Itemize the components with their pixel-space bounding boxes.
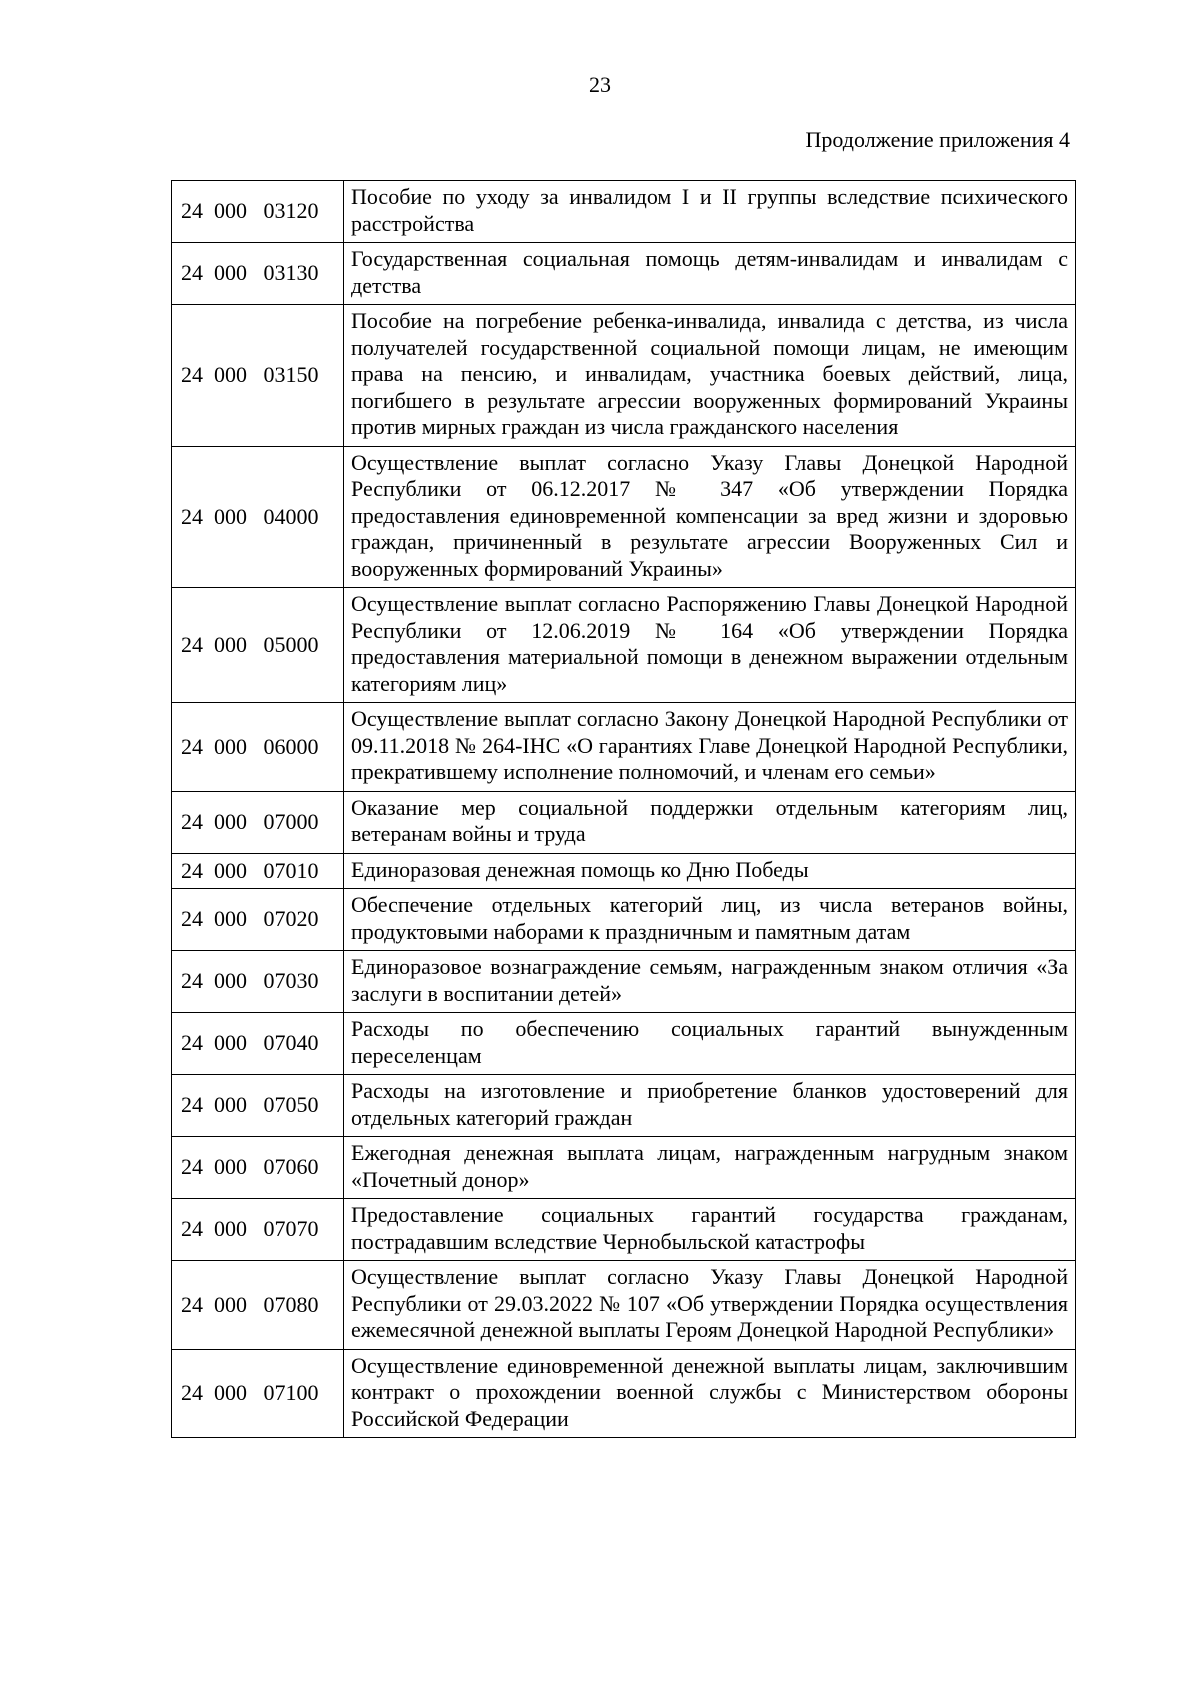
appendix-note: Продолжение приложения 4 — [805, 127, 1070, 152]
description-cell: Предоставление социальных гарантий государства гражданам, пострадавшим вследствие Чернобыльской катастрофы — [344, 1199, 1076, 1261]
table-row — [172, 446, 1076, 588]
code-cell: 24 000 07000 — [172, 791, 344, 853]
description-cell: Ежегодная денежная выплата лицам, награжденным нагрудным знаком «Почетный донор» — [344, 1137, 1076, 1199]
code-cell: 24 000 04000 — [172, 446, 344, 588]
table-row — [172, 305, 1076, 447]
table-row — [172, 951, 1076, 1013]
table-row — [172, 703, 1076, 792]
code-cell: 24 000 07010 — [172, 853, 344, 889]
code-cell: 24 000 05000 — [172, 588, 344, 703]
code-cell: 24 000 07070 — [172, 1199, 344, 1261]
page-number: 23 — [589, 72, 611, 97]
description-cell: Пособие по уходу за инвалидом I и II группы вследствие психического расстройства — [344, 181, 1076, 243]
table-row — [172, 1199, 1076, 1261]
description-cell: Единоразовое вознаграждение семьям, награжденным знаком отличия «За заслуги в воспитании детей» — [344, 951, 1076, 1013]
description-cell: Расходы по обеспечению социальных гарантий вынужденным переселенцам — [344, 1013, 1076, 1075]
code-cell: 24 000 03150 — [172, 305, 344, 447]
description-cell: Осуществление выплат согласно Указу Главы Донецкой Народной Республики от 06.12.2017 № 347 «Об утверждении Порядка предоставления единовременной компенсации за вред жизни и здоровью граждан, причиненный в результате агрессии Вооруженных Сил и вооруженных формирований Украины» — [344, 446, 1076, 588]
table-row — [172, 1075, 1076, 1137]
table-row — [172, 791, 1076, 853]
code-cell: 24 000 07020 — [172, 889, 344, 951]
description-cell: Расходы на изготовление и приобретение бланков удостоверений для отдельных категорий граждан — [344, 1075, 1076, 1137]
description-cell: Осуществление выплат согласно Распоряжению Главы Донецкой Народной Республики от 12.06.2019 № 164 «Об утверждении Порядка предоставления материальной помощи в денежном выражении отдельным категориям лиц» — [344, 588, 1076, 703]
table-row — [172, 1137, 1076, 1199]
description-cell: Обеспечение отдельных категорий лиц, из числа ветеранов войны, продуктовыми наборами к праздничным и памятным датам — [344, 889, 1076, 951]
description-cell: Оказание мер социальной поддержки отдельным категориям лиц, ветеранам войны и труда — [344, 791, 1076, 853]
table-row — [172, 588, 1076, 703]
code-cell: 24 000 07060 — [172, 1137, 344, 1199]
code-cell: 24 000 03120 — [172, 181, 344, 243]
description-cell: Единоразовая денежная помощь ко Дню Победы — [344, 853, 1076, 889]
code-cell: 24 000 07100 — [172, 1349, 344, 1438]
table-row — [172, 1261, 1076, 1350]
table-row — [172, 889, 1076, 951]
code-cell: 24 000 03130 — [172, 243, 344, 305]
description-cell: Осуществление выплат согласно Закону Донецкой Народной Республики от 09.11.2018 № 264-IНС «О гарантиях Главе Донецкой Народной Республики, прекратившему исполнение полномочий, и членам его семьи» — [344, 703, 1076, 792]
classification-table — [171, 180, 1076, 1438]
table-row — [172, 243, 1076, 305]
table-row — [172, 1013, 1076, 1075]
table-row — [172, 853, 1076, 889]
description-cell: Осуществление выплат согласно Указу Главы Донецкой Народной Республики от 29.03.2022 № 107 «Об утверждении Порядка осуществления ежемесячной денежной выплаты Героям Донецкой Народной Республики» — [344, 1261, 1076, 1350]
description-cell: Осуществление единовременной денежной выплаты лицам, заключившим контракт о прохождении военной службы с Министерством обороны Российской Федерации — [344, 1349, 1076, 1438]
description-cell: Пособие на погребение ребенка-инвалида, инвалида с детства, из числа получателей государственной социальной помощи лицам, не имеющим права на пенсию, и инвалидам, участника боевых действий, лица, погибшего в результате агрессии вооруженных формирований Украины против мирных граждан из числа гражданского населения — [344, 305, 1076, 447]
table-row — [172, 1349, 1076, 1438]
code-cell: 24 000 07040 — [172, 1013, 344, 1075]
code-cell: 24 000 07050 — [172, 1075, 344, 1137]
code-cell: 24 000 07080 — [172, 1261, 344, 1350]
table-row — [172, 181, 1076, 243]
code-cell: 24 000 07030 — [172, 951, 344, 1013]
code-cell: 24 000 06000 — [172, 703, 344, 792]
description-cell: Государственная социальная помощь детям-инвалидам и инвалидам с детства — [344, 243, 1076, 305]
